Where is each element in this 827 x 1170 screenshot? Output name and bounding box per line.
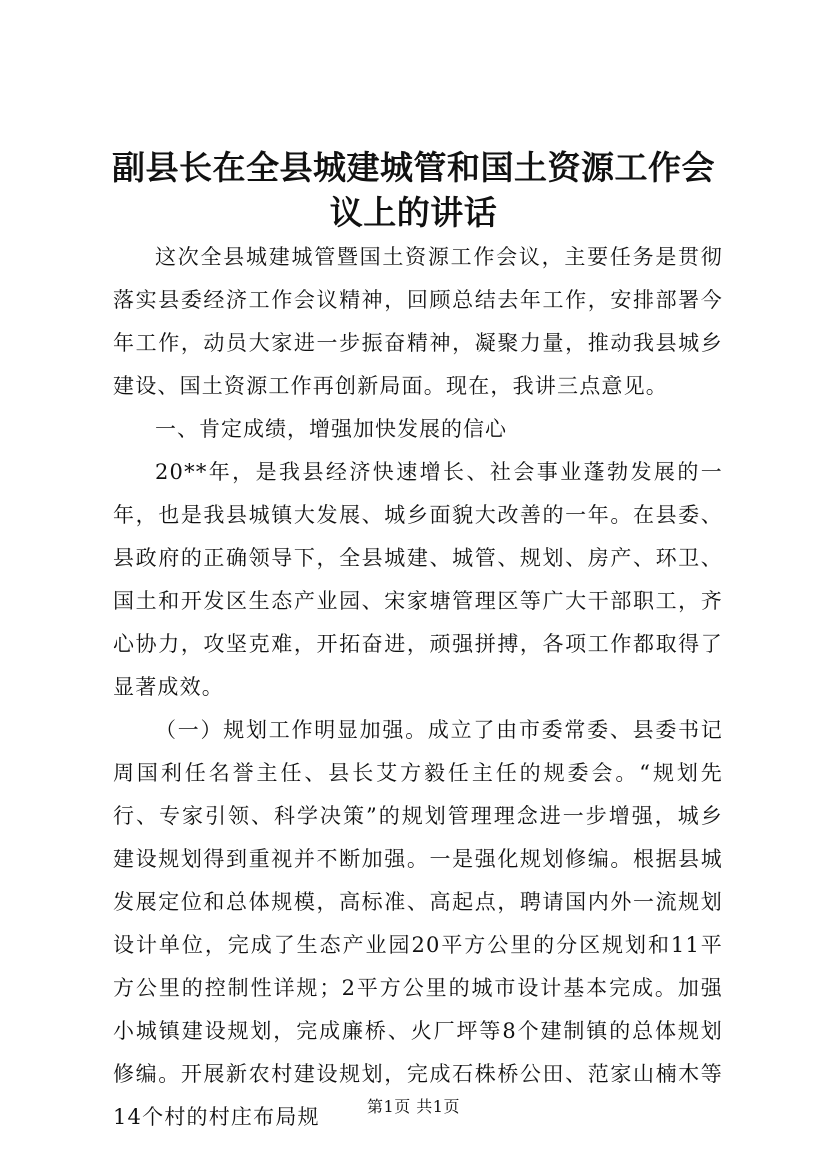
- paragraph-achievements: 20**年，是我县经济快速增长、社会事业蓬勃发展的一年，也是我县城镇大发展、城乡面貌大改善的一年。在县委、县政府的正确领导下，全县城建、城管、规划、房产、环卫、国土和开发区生态产业园、宋家塘管理区等广大干部职工，齐心协力，攻坚克难，开拓奋进，顽强拼搏，各项工作都取得了显著成效。: [113, 460, 723, 699]
- document-title: 副县长在全县城建城管和国土资源工作会议上的讲话: [112, 148, 715, 232]
- page-footer: [0, 1097, 827, 1117]
- page-number-label: 第1页 共1页: [367, 1097, 460, 1116]
- paragraph-planning: （一）规划工作明显加强。成立了由市委常委、县委书记周国利任名誉主任、县长艾方毅任主任的规委会。“规划先行、专家引领、科学决策”的规划管理理念进一步增强，城乡建设规划得到重视并不断加强。一是强化规划修编。根据县城发展定位和总体规模，高标准、高起点，聘请国内外一流规划设计单位，完成了生态产业园20平方公里的分区规划和11平方公里的控制性详规；2平方公里的城市设计基本完成。加强小城镇建设规划，完成廉桥、火厂坪等8个建制镇的总体规划修编。开展新农村建设规划，完成石株桥公田、范家山楠木等14个村的村庄布局规: [113, 718, 723, 1129]
- paragraph-intro: 这次全县城建城管暨国土资源工作会议，主要任务是贯彻落实县委经济工作会议精神，回顾总结去年工作，安排部署今年工作，动员大家进一步振奋精神，凝聚力量，推动我县城乡建设、国土资源工作再创新局面。现在，我讲三点意见。: [113, 245, 723, 398]
- document-body: [113, 236, 723, 1139]
- section-heading-1: 一、肯定成绩，增强加快发展的信心: [155, 417, 507, 441]
